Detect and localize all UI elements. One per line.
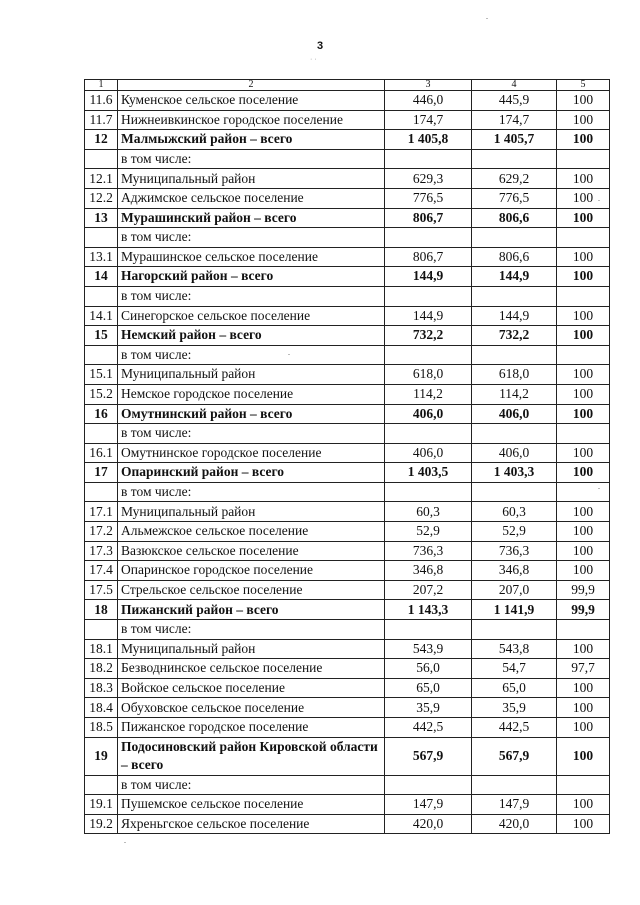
- cell-c2: Пушемское сельское поселение: [118, 795, 385, 815]
- cell-c3: 567,9: [385, 737, 472, 775]
- cell-c2: в том числе:: [118, 286, 385, 306]
- cell-c3: 346,8: [385, 561, 472, 581]
- cell-c5: 100: [557, 404, 610, 424]
- cell-c4: 806,6: [472, 208, 557, 228]
- cell-c5: [557, 775, 610, 795]
- cell-c5: 100: [557, 267, 610, 287]
- cell-c3: 406,0: [385, 443, 472, 463]
- cell-c3: 442,5: [385, 718, 472, 738]
- cell-c1: 12.2: [85, 188, 118, 208]
- table-row: [85, 580, 610, 600]
- cell-c1: 12: [85, 130, 118, 150]
- cell-c5: 100: [557, 365, 610, 385]
- cell-c1: [85, 620, 118, 640]
- table-row: [85, 365, 610, 385]
- cell-c2: Подосиновский район Кировской области – всего: [118, 737, 385, 775]
- cell-c2: в том числе:: [118, 482, 385, 502]
- cell-c3: 406,0: [385, 404, 472, 424]
- cell-c2: Яхреньгское сельское поселение: [118, 814, 385, 834]
- scan-speck: [598, 200, 600, 201]
- cell-c4: 1 141,9: [472, 600, 557, 620]
- cell-c4: 65,0: [472, 678, 557, 698]
- table-row: [85, 443, 610, 463]
- page-number: 3: [316, 40, 324, 52]
- cell-c1: [85, 345, 118, 365]
- cell-c4: 1 403,3: [472, 463, 557, 483]
- cell-c4: 776,5: [472, 188, 557, 208]
- cell-c5: 100: [557, 561, 610, 581]
- table-header-row: [85, 80, 610, 91]
- cell-c2: Безводнинское сельское поселение: [118, 659, 385, 679]
- cell-c1: 15.2: [85, 384, 118, 404]
- cell-c5: 99,9: [557, 600, 610, 620]
- cell-c3: 147,9: [385, 795, 472, 815]
- column-header: 2: [118, 80, 385, 91]
- cell-c4: [472, 286, 557, 306]
- cell-c1: 13.1: [85, 247, 118, 267]
- cell-c1: 18.4: [85, 698, 118, 718]
- cell-c5: [557, 286, 610, 306]
- cell-c1: [85, 424, 118, 444]
- cell-c2: в том числе:: [118, 424, 385, 444]
- cell-c2: в том числе:: [118, 149, 385, 169]
- cell-c2: Аджимское сельское поселение: [118, 188, 385, 208]
- cell-c5: 100: [557, 188, 610, 208]
- cell-c4: 736,3: [472, 541, 557, 561]
- cell-c3: 776,5: [385, 188, 472, 208]
- cell-c3: 806,7: [385, 247, 472, 267]
- cell-c4: 144,9: [472, 267, 557, 287]
- cell-c4: [472, 775, 557, 795]
- scan-speck: [124, 842, 126, 843]
- cell-c2: Пижанское городское поселение: [118, 718, 385, 738]
- table-row: [85, 345, 610, 365]
- table-row: [85, 286, 610, 306]
- cell-c4: 445,9: [472, 91, 557, 111]
- cell-c3: 35,9: [385, 698, 472, 718]
- table-row: [85, 659, 610, 679]
- scan-speck: [288, 354, 290, 355]
- cell-c1: 17.5: [85, 580, 118, 600]
- cell-c2: в том числе:: [118, 620, 385, 640]
- cell-c2: Синегорское сельское поселение: [118, 306, 385, 326]
- cell-c1: 15.1: [85, 365, 118, 385]
- cell-c2: в том числе:: [118, 345, 385, 365]
- cell-c3: [385, 149, 472, 169]
- cell-c1: 17.1: [85, 502, 118, 522]
- cell-c5: 100: [557, 502, 610, 522]
- cell-c5: 100: [557, 208, 610, 228]
- cell-c5: 100: [557, 795, 610, 815]
- cell-c2: Муниципальный район: [118, 365, 385, 385]
- cell-c2: Вазюкское сельское поселение: [118, 541, 385, 561]
- cell-c5: 100: [557, 443, 610, 463]
- cell-c4: 144,9: [472, 306, 557, 326]
- table-row: [85, 130, 610, 150]
- cell-c2: Немский район – всего: [118, 326, 385, 346]
- cell-c2: Муниципальный район: [118, 169, 385, 189]
- cell-c4: 618,0: [472, 365, 557, 385]
- cell-c1: 13: [85, 208, 118, 228]
- cell-c5: 100: [557, 678, 610, 698]
- cell-c4: 1 405,7: [472, 130, 557, 150]
- cell-c5: 97,7: [557, 659, 610, 679]
- cell-c5: [557, 149, 610, 169]
- cell-c4: [472, 149, 557, 169]
- cell-c4: 60,3: [472, 502, 557, 522]
- cell-c5: [557, 620, 610, 640]
- table-row: [85, 678, 610, 698]
- cell-c1: 16.1: [85, 443, 118, 463]
- cell-c3: [385, 620, 472, 640]
- cell-c3: 736,3: [385, 541, 472, 561]
- cell-c5: 100: [557, 463, 610, 483]
- cell-c3: 420,0: [385, 814, 472, 834]
- column-header: 4: [472, 80, 557, 91]
- cell-c2: Муниципальный район: [118, 502, 385, 522]
- cell-c4: 406,0: [472, 404, 557, 424]
- cell-c3: 618,0: [385, 365, 472, 385]
- cell-c5: 100: [557, 522, 610, 542]
- cell-c3: 114,2: [385, 384, 472, 404]
- cell-c2: в том числе:: [118, 775, 385, 795]
- cell-c1: 17.2: [85, 522, 118, 542]
- cell-c2: в том числе:: [118, 228, 385, 248]
- cell-c3: [385, 286, 472, 306]
- scan-mark: · ·: [310, 56, 317, 63]
- table-row: [85, 169, 610, 189]
- cell-c3: 1 143,3: [385, 600, 472, 620]
- cell-c1: 12.1: [85, 169, 118, 189]
- column-header: 1: [85, 80, 118, 91]
- cell-c5: 100: [557, 169, 610, 189]
- scan-speck: [486, 18, 488, 19]
- table-row: [85, 424, 610, 444]
- cell-c1: [85, 286, 118, 306]
- cell-c4: 732,2: [472, 326, 557, 346]
- cell-c3: 60,3: [385, 502, 472, 522]
- table-row: [85, 267, 610, 287]
- cell-c1: [85, 482, 118, 502]
- cell-c2: Нижнеивкинское городское поселение: [118, 110, 385, 130]
- cell-c5: 100: [557, 306, 610, 326]
- table-row: [85, 149, 610, 169]
- cell-c1: [85, 228, 118, 248]
- table-row: [85, 698, 610, 718]
- table-row: [85, 384, 610, 404]
- table-row: [85, 795, 610, 815]
- cell-c4: 54,7: [472, 659, 557, 679]
- table-body: [85, 80, 610, 834]
- cell-c2: Немское городское поселение: [118, 384, 385, 404]
- cell-c1: [85, 775, 118, 795]
- table-row: [85, 737, 610, 775]
- cell-c4: 114,2: [472, 384, 557, 404]
- cell-c2: Омутнинское городское поселение: [118, 443, 385, 463]
- cell-c4: 543,8: [472, 639, 557, 659]
- cell-c4: 420,0: [472, 814, 557, 834]
- cell-c3: 446,0: [385, 91, 472, 111]
- cell-c5: [557, 228, 610, 248]
- table-row: [85, 600, 610, 620]
- cell-c4: 207,0: [472, 580, 557, 600]
- cell-c1: 14.1: [85, 306, 118, 326]
- cell-c1: [85, 149, 118, 169]
- cell-c5: 99,9: [557, 580, 610, 600]
- table-row: [85, 522, 610, 542]
- table-row: [85, 561, 610, 581]
- cell-c2: Омутнинский район – всего: [118, 404, 385, 424]
- cell-c3: 806,7: [385, 208, 472, 228]
- cell-c5: 100: [557, 91, 610, 111]
- table-row: [85, 228, 610, 248]
- table-row: [85, 482, 610, 502]
- cell-c1: 18.2: [85, 659, 118, 679]
- cell-c2: Пижанский район – всего: [118, 600, 385, 620]
- column-header: 3: [385, 80, 472, 91]
- cell-c4: 147,9: [472, 795, 557, 815]
- cell-c3: [385, 228, 472, 248]
- cell-c3: 52,9: [385, 522, 472, 542]
- table-row: [85, 463, 610, 483]
- cell-c3: 629,3: [385, 169, 472, 189]
- cell-c5: 100: [557, 384, 610, 404]
- cell-c5: 100: [557, 639, 610, 659]
- cell-c3: [385, 345, 472, 365]
- cell-c2: Мурашинское сельское поселение: [118, 247, 385, 267]
- table-row: [85, 208, 610, 228]
- cell-c2: Опаринское городское поселение: [118, 561, 385, 581]
- cell-c2: Нагорский район – всего: [118, 267, 385, 287]
- cell-c1: 11.7: [85, 110, 118, 130]
- cell-c5: 100: [557, 698, 610, 718]
- cell-c5: 100: [557, 737, 610, 775]
- cell-c3: 174,7: [385, 110, 472, 130]
- cell-c4: [472, 482, 557, 502]
- cell-c3: 65,0: [385, 678, 472, 698]
- cell-c3: 1 403,5: [385, 463, 472, 483]
- table-row: [85, 639, 610, 659]
- table-row: [85, 718, 610, 738]
- cell-c5: 100: [557, 130, 610, 150]
- scan-speck: [598, 488, 600, 489]
- cell-c4: 35,9: [472, 698, 557, 718]
- cell-c5: 100: [557, 110, 610, 130]
- cell-c3: [385, 775, 472, 795]
- cell-c2: Обуховское сельское поселение: [118, 698, 385, 718]
- table-row: [85, 326, 610, 346]
- cell-c3: 144,9: [385, 267, 472, 287]
- cell-c5: 100: [557, 326, 610, 346]
- cell-c1: 15: [85, 326, 118, 346]
- cell-c5: 100: [557, 718, 610, 738]
- cell-c1: 14: [85, 267, 118, 287]
- cell-c5: 100: [557, 247, 610, 267]
- cell-c4: 806,6: [472, 247, 557, 267]
- cell-c1: 18: [85, 600, 118, 620]
- cell-c4: 406,0: [472, 443, 557, 463]
- cell-c4: 52,9: [472, 522, 557, 542]
- cell-c1: 19: [85, 737, 118, 775]
- cell-c1: 11.6: [85, 91, 118, 111]
- table-row: [85, 110, 610, 130]
- cell-c4: 442,5: [472, 718, 557, 738]
- cell-c1: 19.2: [85, 814, 118, 834]
- cell-c1: 18.5: [85, 718, 118, 738]
- table-row: [85, 620, 610, 640]
- cell-c2: Мурашинский район – всего: [118, 208, 385, 228]
- cell-c4: [472, 620, 557, 640]
- cell-c3: 56,0: [385, 659, 472, 679]
- table-row: [85, 91, 610, 111]
- cell-c3: 1 405,8: [385, 130, 472, 150]
- table-row: [85, 814, 610, 834]
- cell-c1: 17: [85, 463, 118, 483]
- cell-c2: Малмыжский район – всего: [118, 130, 385, 150]
- cell-c4: 346,8: [472, 561, 557, 581]
- cell-c3: 144,9: [385, 306, 472, 326]
- cell-c5: [557, 424, 610, 444]
- table-row: [85, 188, 610, 208]
- cell-c3: 207,2: [385, 580, 472, 600]
- cell-c1: 16: [85, 404, 118, 424]
- table-row: [85, 541, 610, 561]
- cell-c4: [472, 345, 557, 365]
- cell-c3: 732,2: [385, 326, 472, 346]
- budget-table: [84, 79, 610, 834]
- table-row: [85, 775, 610, 795]
- cell-c5: [557, 482, 610, 502]
- cell-c2: Куменское сельское поселение: [118, 91, 385, 111]
- column-header: 5: [557, 80, 610, 91]
- cell-c5: [557, 345, 610, 365]
- table-row: [85, 247, 610, 267]
- cell-c1: 17.4: [85, 561, 118, 581]
- cell-c1: 19.1: [85, 795, 118, 815]
- cell-c4: [472, 228, 557, 248]
- cell-c1: 17.3: [85, 541, 118, 561]
- cell-c1: 18.3: [85, 678, 118, 698]
- cell-c2: Войское сельское поселение: [118, 678, 385, 698]
- cell-c2: Альмежское сельское поселение: [118, 522, 385, 542]
- cell-c4: 174,7: [472, 110, 557, 130]
- cell-c5: 100: [557, 541, 610, 561]
- cell-c1: 18.1: [85, 639, 118, 659]
- cell-c2: Опаринский район – всего: [118, 463, 385, 483]
- cell-c2: Муниципальный район: [118, 639, 385, 659]
- table-row: [85, 502, 610, 522]
- cell-c4: [472, 424, 557, 444]
- cell-c4: 629,2: [472, 169, 557, 189]
- cell-c5: 100: [557, 814, 610, 834]
- table-row: [85, 306, 610, 326]
- cell-c4: 567,9: [472, 737, 557, 775]
- cell-c3: [385, 424, 472, 444]
- cell-c3: [385, 482, 472, 502]
- table-row: [85, 404, 610, 424]
- cell-c3: 543,9: [385, 639, 472, 659]
- cell-c2: Стрельское сельское поселение: [118, 580, 385, 600]
